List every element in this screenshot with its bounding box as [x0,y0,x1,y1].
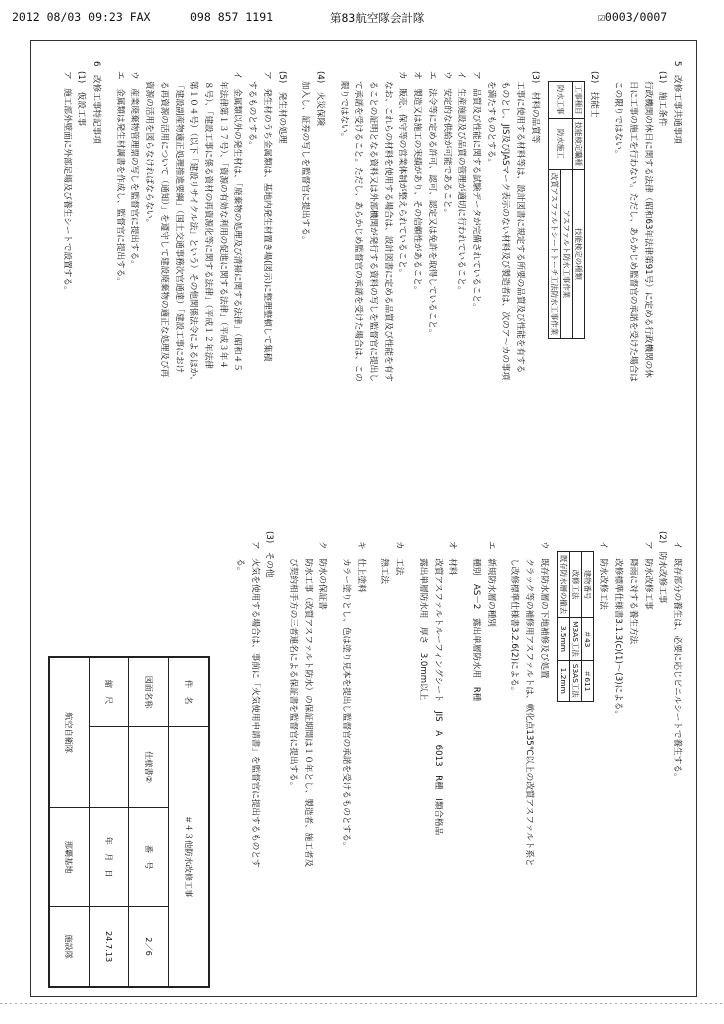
list-item: エ 新規防水層の種別 [485,541,496,627]
subsection-title: (2) 防水改修工事 [657,531,668,604]
title-block-label: 縮 尺 [89,658,129,727]
list-item: ア 火気を使用する場合は、事前に「火気使用申請書」を監督官に提出するものとす [249,541,260,868]
text-line: る再資源の活用について（通知）」を遵守して建設廃棄物の適正な処理及び再 [158,81,169,378]
list-item: カ 工法 [394,541,405,576]
subsection-title: (3) 材料の品質等 [529,71,540,144]
table-cell: 3.5mm [557,618,569,661]
text-line: 露出単層防水用 厚さ 3.0mm以上 [417,541,428,701]
text-line: するものとする。 [247,81,258,150]
list-item: ア 防水改修工事 [642,541,653,610]
skill-table [548,81,585,339]
issue-date: 24.7.13 [89,907,129,987]
text-line: 行政機関の休日に関する法律（昭和63年法律第91号）に定める行政機関の休 [642,81,653,378]
organization: 航空自衛隊 [50,658,90,808]
text-line: この限りではない。 [613,81,624,159]
list-item: オ 製造又は施工の実績があり、その信頼性があること。 [412,71,423,295]
text-line: クラック等の補修用アスファルトは、軟化点135℃以上の改質アスファルト系と [524,541,535,867]
text-line: ８号）、「建設工事に係る資材の再資源化等に関する法律」（平成１２年法律 [203,81,214,369]
document-frame [30,40,697,997]
text-line: 日に工事の施工を行わない。ただし、あらかじめ監督官の承諾を受けた場合は [627,81,638,382]
title-block-label: 件 名 [169,658,209,727]
column-left [59,61,684,501]
table-cell: 改修工法 [569,552,581,618]
organization: 施設隊 [50,907,90,987]
rotated-spec-sheet [31,41,696,996]
subsection-title: (3) その他 [264,531,275,578]
list-item: ウ 既存防水層の下地補修及び処置 [538,541,549,679]
text-line: 加入し、証券の写しを監督官に提出する。 [300,81,311,245]
list-item: ア 発生材のうち金属類は、基地内発生材置き場(図示)に整理整頓して集積 [261,71,272,362]
table-header: 技能検定職種 [572,118,584,169]
text-line: 防水工事（改質アスファルト防水）の保証期間は１０年とし、製造者、施工者及 [302,541,313,868]
subsection-title: (1) 施工条件 [657,71,668,127]
table-cell: 改質アスファルトシートトーチ工法防水工事作業 [548,169,560,338]
table-cell: M3AS工法 [569,618,581,661]
text-line: る。 [234,541,245,576]
subsection-title: (2) 技能士 [589,71,600,118]
section-5-title: 5 改修工事共通事項 [672,61,682,144]
drawing-name: 仕様書② [129,727,169,808]
text-line: なお、これらの材料を使用する場合は、設計図書に定める品質及び性能を有す [382,81,393,382]
fax-datetime: 2012 08/03 09:23 FAX [12,10,151,24]
text-line: 改修標準仕様書3.1.3(c)(1)～(3)による。 [613,541,624,719]
list-item: キ 仕上塗料 [355,541,366,593]
list-item: イ 防水改修工法 [598,541,609,610]
table-header: 技能検定の種類 [572,169,584,338]
text-line: 第１０４号）（以下「建設リサイクル法」という）その他関係法令によるほか、 [188,81,199,385]
table-cell: S3AS工法 [569,660,581,701]
table-header: ＃611 [581,660,593,701]
text-line: 資源の活用を図らなければならない。 [144,81,155,228]
list-item: エ 法令等に定める許可、認可、認定又は免許を取得していること。 [426,71,437,338]
list-item: カ 販売、保守等の営業体制が整えられていること。 [397,71,408,278]
fax-page: ☑0003/0007 [598,10,668,24]
table-cell: 1.2mm [557,660,569,701]
scan-noise-line [0,1003,724,1004]
list-item: イ 生産施設及び品質の管理が適切に行われていること。 [456,71,467,295]
subsection-title: (5) 発生材の処理 [276,71,287,144]
text-line: カラー塗りとし、色は塗り見本を提出し監督官の承諾を受けるものとする。 [341,541,352,851]
text-line: び契約相手方の三者連名による保証書を監督官に提出する。 [287,541,298,791]
column-right [232,531,684,986]
table-cell: アスファルト防水工事作業 [560,169,572,338]
list-item: ク 防水の保証書 [317,541,328,610]
title-block [48,656,210,988]
text-line: ることの証明となる資料又は外部機関が発行する資料の写しを監督官に提出し [368,81,379,382]
table-cell: 防水工事 [548,82,572,119]
construction-method-table [557,551,594,702]
sheet-number: 2／6 [129,907,169,987]
text-line: 限りではない。 [338,81,349,142]
text-line: て承諾を受けること。ただし、あらかじめ監督官の承諾を受けた場合は、この [353,81,364,382]
list-item: イ 金属類以外の発生材は、「廃棄物の処理及び清掃に関する法律」（昭和４５ [232,71,243,372]
table-header: ＃43 [581,618,593,661]
subsection-title: (4) 火災保険 [314,71,325,127]
text-line: 年法律第１３７号）、「資源の有効な利用の促進に関する法律」（平成３年４ [217,81,228,369]
table-cell: 既存防水層の撤去 [557,552,569,618]
title-block-label: 図面名称 [129,658,169,727]
text-line: 改質アスファルトルーフィングシート JIS A 6013 R種 I類合格品 [432,541,443,836]
fax-number: 098 857 1191 [190,10,274,24]
fax-header [0,10,724,26]
project-name: ＃４３他防水改修工事 [169,727,209,987]
text-line: 工事に使用する材料等は、設計図書に規定する所要の品質及び性能を有する [515,81,526,374]
list-item: ウ 安定的な供給が可能であること。 [441,71,452,218]
table-header: 建物番号 [581,552,593,618]
list-item: エ 金属類は発生材調書を作成し、監督官に提出する。 [114,71,125,286]
text-line: 種別 AS－2 露出単層防水用 R種 [470,541,481,702]
subsection-title: (1) 仮設工事 [76,71,87,127]
table-cell: 防水施工 [548,118,572,169]
list-item: イ 既存部分の養生は、必要に応じビニルシートで養生する。 [672,541,682,782]
list-item: オ 材料 [447,541,458,576]
text-line: し改修標準仕様書3.2.6(2)による。 [509,541,520,696]
organization: 那覇基地 [50,808,90,907]
table-header: 工事種目 [572,82,584,119]
list-item: ア 施工部外壁面に外部足場及び養生シートで設置する。 [61,71,72,295]
text-line: を満たすものとする。 [485,81,496,167]
list-item: ウ 産業廃棄物管理票の写しを監督官に提出する。 [129,71,140,269]
list-item: ア 品質及び性能に関する試験データが完備されていること。 [470,71,481,312]
title-block-label: 年 月 日 [89,808,129,907]
text-line: 熱工法 [379,541,390,584]
fax-sender: 第83航空隊会計隊 [330,11,425,25]
text-line: 「建設副産物適正処理推進要綱」（国土交通事務次官通達）「建設工事におけ [173,81,184,374]
text-line: ものとし、JIS及びJASマーク表示のない材料及び製造者は、次のア～カの事項 [500,81,511,381]
text-line: 降雨に対する養生方法 [627,541,638,645]
title-block-label: 番 号 [129,808,169,907]
section-6-title: 6 改修工事特記事項 [91,61,102,144]
